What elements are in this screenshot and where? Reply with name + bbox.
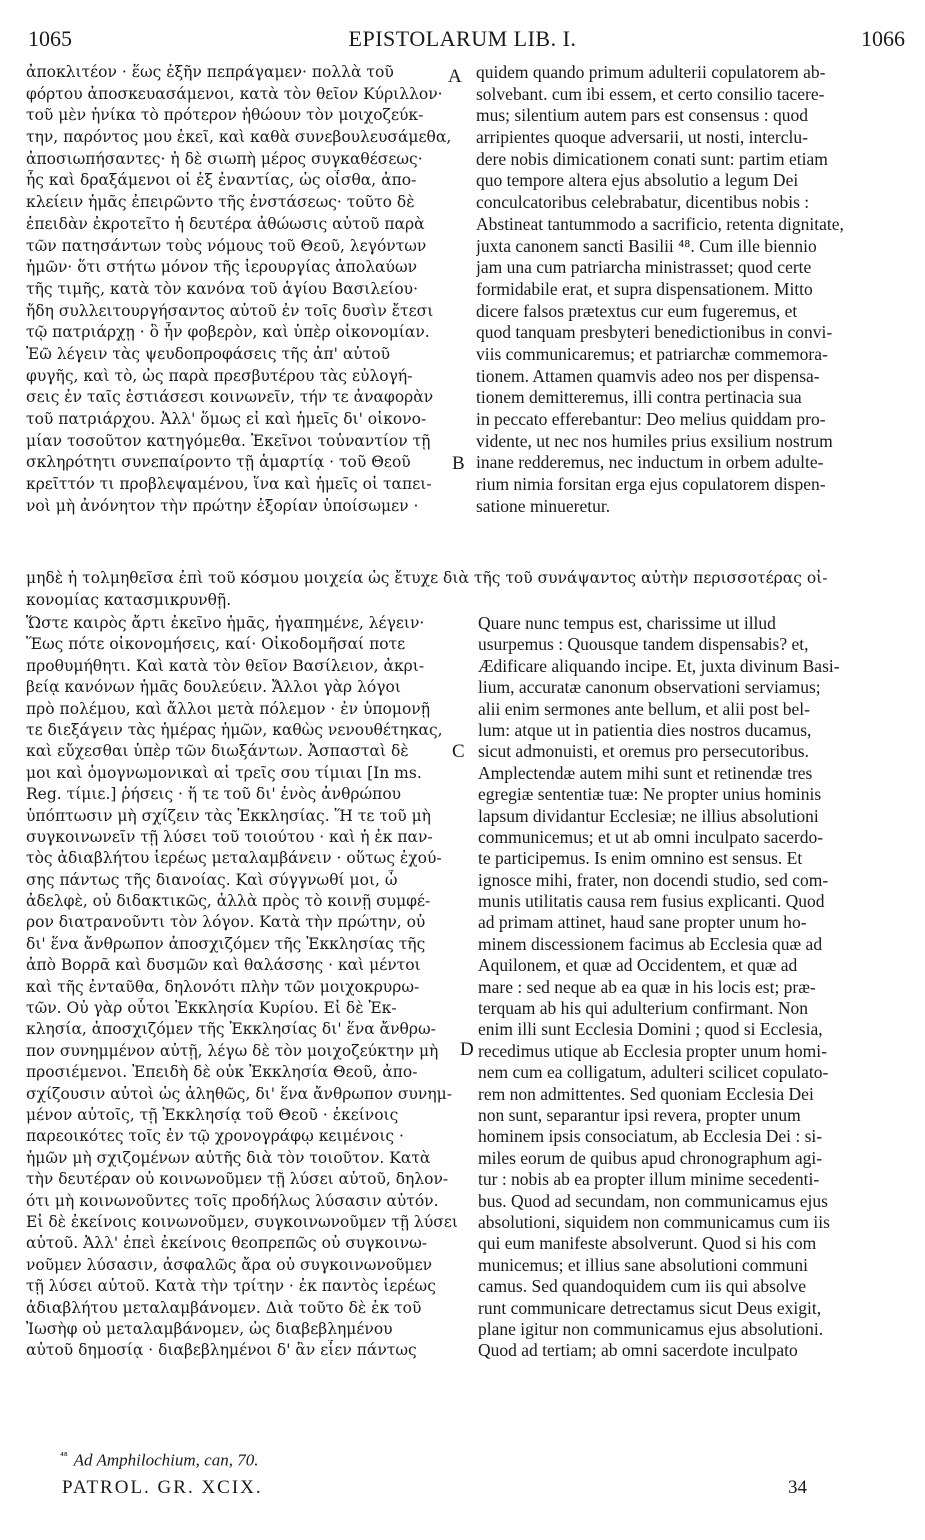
latin-text-line: minem discessionem facimus ab Ecclesia quæ ad: [478, 933, 823, 954]
latin-text-line: juxta canonem sancti Basilii ⁴⁸. Cum ille biennio: [476, 235, 817, 256]
latin-text-line: absolutioni, siquidem non communicamus cum iis: [478, 1211, 830, 1232]
latin-text-line: lapsum dividantur Ecclesiæ; ne illius absolutioni: [478, 805, 819, 826]
latin-text-line: terquam ab his qui adulterium confirmant. Non: [478, 998, 808, 1019]
greek-text-line: σκληρότητι συνεπαίροντο τῇ ἁμαρτίᾳ · τοῦ Θεοῦ: [26, 453, 411, 472]
greek-text-line: μηδὲ ἡ τολμηθεῖσα ἐπὶ τοῦ κόσμου μοιχεία ὡς ἔτυχε διὰ τῆς τοῦ συνάψαντος αὐτὴν περισσοτέρας οἰ-: [26, 569, 828, 587]
latin-text-line: mare : sed neque ab ea quæ in his locis est; præ-: [478, 976, 816, 997]
running-title: EPISTOLARUM LIB. I.: [348, 26, 577, 51]
greek-text-line: Ὥστε καιρὸς ἄρτι ἐκεῖνο ἡμᾶς, ἠγαπημένε, λέγειν·: [26, 614, 425, 632]
latin-text-line: tionem demitteremus, illi contra pertinacia sua: [476, 387, 802, 408]
latin-text-line: lium, accuratæ canonum observationi serviamus;: [478, 677, 821, 698]
latin-text-line: sicut admonuisti, et oremus pro persecutoribus.: [478, 741, 809, 762]
latin-text-line: Amplectendæ autem mihi sunt et retinendæ tres: [478, 762, 813, 783]
latin-text-line: ad primam attinet, haud sane propter unum ho-: [478, 912, 807, 933]
greek-text-line: τῶν πατησάντων τοὺς νόμους τοῦ Θεοῦ, λεγόντων: [26, 236, 427, 255]
greek-text-line: κονομίας κατασμικρυνθῇ.: [26, 590, 232, 609]
latin-text-line: jam una cum patriarcha ministrasset; quod certe: [476, 257, 812, 278]
latin-text-line: in peccato efferebantur: Deo melius quiddam pro-: [476, 409, 826, 429]
latin-text-line: non sunt, separantur ipsi revera, propter unum: [478, 1104, 801, 1125]
greek-text-line: τῆς τιμῆς, κατὰ τὸν κανόνα τοῦ ἁγίου Βασιλείου·: [26, 279, 418, 298]
greek-text-line: αὐτοῦ. Ἀλλ' ἐπεὶ ἐκείνοις θεοπρεπῶς οὐ συγκοινω-: [26, 1234, 427, 1253]
greek-text-line: κρεῖττόν τι προβλεψαμένου, ἵνα καὶ ἡμεῖς οἱ ταπει-: [26, 475, 432, 494]
greek-text-line: Ἕως πότε οἰκονομήσεις, καί· Οἰκοδομῆσαί ποτε: [26, 635, 406, 654]
latin-text-line: dicere falsos prætextus cur eum fugeremus, et: [476, 300, 798, 321]
greek-text-line: τῇ λύσει αὐτοῦ. Κατὰ τὴν τρίτην · ἐκ παντὸς ἱερέως: [26, 1277, 436, 1296]
latin-text-line: recedimus utique ab Ecclesia propter unum homi-: [478, 1040, 827, 1061]
latin-text-line: tionem. Attamen quamvis adeo nos per dispensa-: [476, 365, 820, 386]
latin-text-line: munis utilitatis causa rem fusius explicanti. Quod: [478, 891, 825, 912]
latin-text-line: runt communicare detrectamus sicut Deus exigit,: [478, 1297, 822, 1318]
latin-text-line: rium nimia forsitan erga ejus copulatorem dispen-: [476, 474, 826, 495]
section-marker-b: B: [452, 453, 465, 474]
greek-text-line: ότι μὴ κοινωνοῦντες τοῖς προδήλως λύσασιν αὐτόν.: [26, 1191, 439, 1210]
latin-text-line: nem cum ea colligatum, adulteri scilicet copulato-: [478, 1062, 829, 1083]
greek-text-line: ἀδιαβλήτου μεταλαμβάνομεν. Διὰ τοῦτο δὲ ἐκ τοῦ: [26, 1298, 422, 1317]
latin-column-top: [476, 62, 906, 517]
greek-text-line: καὶ εὔχεσθαι ὑπὲρ τῶν διωξάντων. Ἀσπασταὶ δὲ: [26, 742, 409, 761]
latin-text-line: lum: atque ut in patientia dies nostros ducamus,: [478, 719, 812, 740]
page-number-left: 1065: [28, 26, 72, 51]
latin-text-line: inane redderemus, nec inductum in orbem adulte-: [476, 452, 824, 473]
greek-text-line: μοι καὶ ὁμογνωμονικαὶ αἱ τρεῖς σου τίμιαι [In ms.: [26, 763, 422, 782]
section-marker-c: C: [452, 741, 465, 762]
latin-text-line: plane igitur non communicamus ejus absolutioni.: [478, 1318, 824, 1339]
footnote-text: Ad Amphilochium, can, 70.: [73, 1450, 259, 1470]
latin-text-line: usurpemus : Quousque tandem dispensabis? et,: [478, 634, 809, 655]
greek-text-line: προθυμήθητι. Καὶ κατὰ τὸν θεῖον Βασίλειον, ἀκρι-: [26, 656, 425, 675]
page-number-right: 1066: [861, 26, 905, 51]
latin-text-line: viis communicaremus; et patriarchæ commemora-: [476, 343, 828, 364]
latin-text-line: quidem quando primum adulterii copulatorem ab-: [476, 62, 826, 82]
greek-text-line: Ἰωσὴφ οὐ μεταλαμβάνομεν, ὡς διαβεβλημένου: [26, 1319, 393, 1338]
latin-text-line: qui eum manifeste absolverunt. Quod si his com: [478, 1233, 817, 1254]
footnote-number: ⁴⁸: [60, 1450, 68, 1462]
greek-text-line: κλείειν ἡμᾶς ἐπειρῶντο τῆς ἐνστάσεως· τοῦτο δὲ: [26, 193, 415, 212]
greek-column-bottom: [26, 613, 466, 1362]
footnote: [60, 1450, 258, 1471]
latin-text-line: conculcatoribus celebrabatur, dicentibus nobis :: [476, 192, 810, 213]
latin-text-line: mus; silentium autem pars est consensus : quod: [476, 105, 808, 126]
section-marker-d: D: [460, 1039, 474, 1060]
greek-text-line: μίαν τοσοῦτον κατηγόμεθα. Ἐκεῖνοι τοὐναντίον τῇ: [26, 431, 431, 450]
footer-signature-number: 34: [788, 1477, 807, 1498]
greek-text-line: δι' ἕνα ἄνθρωπον ἀποσχιζόμεν τῆς Ἐκκλησίας τῆς: [26, 934, 426, 953]
greek-text-line: ἧς καὶ δραξάμενοι οἱ ἐξ ἐναντίας, ὡς οἶσθα, ἀπο-: [26, 171, 417, 190]
greek-text-line: παρεοικότες τοῖς ἐν τῷ χρονογράφῳ κειμένοις ·: [26, 1127, 404, 1146]
latin-text-line: camus. Sed quandoquidem cum iis qui absolve: [478, 1276, 807, 1297]
greek-text-line: τῶν. Οὐ γὰρ οὗτοι Ἐκκλησία Κυρίου. Εἰ δὲ Ἐκ-: [26, 999, 397, 1018]
section-marker-a: A: [448, 66, 462, 87]
greek-text-line: ἀποκλιτέον · ἕως ἐξῆν πεπράγαμεν· πολλὰ τοῦ: [26, 63, 394, 81]
latin-text-line: arripientes quoque adversarii, ut nosti, interclu-: [476, 127, 808, 148]
greek-text-line: τὴν δευτέραν οὐ κοινωνοῦμεν τῇ λύσει αὐτοῦ, δηλον-: [26, 1170, 449, 1189]
latin-text-line: municemus; et illius sane absolutioni communi: [478, 1254, 809, 1275]
latin-text-line: rem non admittentes. Sed quoniam Ecclesia Dei: [478, 1083, 814, 1104]
latin-text-line: Abstineat tantummodo a sacrificio, retenta dignitate,: [476, 213, 844, 234]
greek-text-line: τε διεξάγειν τὰς ἡμέρας ἡμῶν, καθὼς νενουθέτηκας,: [26, 720, 443, 739]
latin-text-line: tur : nobis ab ea propter illum minime secedenti-: [478, 1169, 820, 1190]
greek-text-line: Εἰ δὲ ἐκείνοις κοινωνοῦμεν, συγκοινωνοῦμεν τῇ λύσει: [26, 1212, 458, 1231]
latin-text-line: dere nobis dimicationem conati sunt: partim etiam: [476, 148, 828, 169]
greek-text-line: συγκοινωνεῖν τῇ λύσει τοῦ τοιούτου · καὶ ἡ ἐκ παν-: [26, 827, 433, 846]
greek-text-line: καὶ τῆς ἐνταῦθα, δηλονότι πλὴν τῶν μοιχοκρυρω-: [26, 977, 420, 996]
latin-text-line: solvebant. cum ibi essem, et certo consilio tacere-: [476, 83, 825, 104]
greek-text-line: ἀδελφὲ, οὐ διδακτικῶς, ἀλλὰ πρὸς τὸ κοινῇ συμφέ-: [26, 892, 431, 911]
greek-text-line: πρὸ πολέμου, καὶ ἄλλοι μετὰ πόλεμον · ἐν ὑπομονῇ: [26, 699, 430, 718]
latin-text-line: quod tanquam presbyteri benedictionibus in convi-: [476, 322, 833, 343]
greek-text-line: ἀπὸ Βορρᾶ καὶ δυσμῶν καὶ θαλάσσης · καὶ μέντοι: [26, 956, 421, 975]
latin-text-line: Ædificare aliquando incipe. Et, juxta divinum Basi-: [478, 655, 840, 676]
latin-text-line: Quare nunc tempus est, charissime ut illud: [478, 613, 776, 633]
latin-text-line: enim illi sunt Ecclesia Domini ; quod si Ecclesia,: [478, 1019, 823, 1040]
greek-full-width-text: [26, 568, 906, 611]
greek-text-line: ἡμῶν· ὅτι στήτω μόνον τῆς ἱερουργίας ἀπολαύων: [26, 258, 418, 277]
greek-text-line: την, παρόντος μου ἐκεῖ, καὶ καθὰ συνεβουλευσάμεθα,: [26, 128, 452, 147]
greek-text-line: τῷ πατριάρχῃ · ὃ ἦν φοβερὸν, καὶ ὑπὲρ οἰκονομίαν.: [26, 323, 430, 342]
latin-text-line: te participemus. Is enim omnino est sensus. Et: [478, 848, 803, 869]
latin-text-line: quo tempore altera ejus absolutio a legum Dei: [476, 170, 799, 191]
greek-text-line: σχίζουσιν αὐτοὶ ὡς ἀληθῶς, δι' ἕνα ἄνθρωπον συνημ-: [26, 1084, 452, 1103]
greek-text-line: πον συνημμένον αὐτῇ, λέγω δὲ τὸν μοιχοζεύκτην μὴ: [26, 1041, 439, 1060]
latin-text-line: bus. Quod ad secundam, non communicamus ejus: [478, 1190, 828, 1211]
greek-text-line: σεις ἐν ταῖς ἑστιάσεσι κοινωνεῖν, τήν τε ἀναφορὰν: [26, 388, 434, 407]
greek-text-line: ἡμῶν μὴ σχιζομένων αὐτῆς διὰ τὸν τοιοῦτον. Κατὰ: [26, 1148, 431, 1167]
greek-text-line: Reg. τίμιε.] ῥήσεις · ἥ τε τοῦ δι' ἑνὸς ἀνθρώπου: [26, 785, 402, 804]
latin-column-bottom: [478, 613, 906, 1362]
greek-text-line: φυγῆς, καὶ τὸ, ὡς παρὰ πρεσβυτέρου τὰς εὐλογή-: [26, 366, 413, 385]
latin-text-line: hominem ipsis consociatum, ab Ecclesia Dei : si-: [478, 1126, 823, 1147]
greek-text-line: τοῦ μὲν ἡνίκα τὸ πρότερον ἠθώουν τὸν μοιχοζεύκ-: [26, 106, 424, 125]
greek-text-line: ἤδη συλλειτουργήσαντος αὐτοῦ ἐν τοῖς δυσὶν ἔτεσι: [26, 301, 434, 320]
latin-text-line: Quod ad tertiam; ab omni sacerdote inculpato: [478, 1340, 798, 1361]
page-header: [20, 18, 905, 58]
latin-text-line: egregiæ sententiæ tuæ: Ne propter unius hominis: [478, 784, 822, 805]
greek-text-line: αὐτοῦ δημοσίᾳ · διαβεβλημένοι δ' ἂν εἶεν πάντως: [26, 1341, 417, 1360]
greek-text-line: κλησία, ἀποσχιζόμεν τῆς Ἐκκλησίας δι' ἕνα ἄνθρω-: [26, 1020, 436, 1039]
latin-text-line: vidente, ut nec nos humiles prius exsilium nostrum: [476, 430, 833, 451]
latin-text-line: ignosce mihi, frater, non docendi studio, sed com-: [478, 869, 829, 890]
latin-text-line: Aquilonem, et quæ ad Occidentem, et quæ ad: [478, 955, 798, 976]
greek-text-line: νοῦμεν λύσασιν, ἀσφαλῶς ἄρα οὐ συγκοινωνοῦμεν: [26, 1255, 433, 1274]
latin-text-line: formidabile erat, et supra dispensationem. Mitto: [476, 278, 813, 299]
greek-text-line: ρον διατρανοῦντι τὸν λόγον. Κατὰ τὴν πρώτην, οὐ: [26, 913, 426, 932]
latin-text-line: alii enim sermones ante bellum, et alii post bel-: [478, 698, 810, 719]
greek-text-line: Ἐῶ λέγειν τὰς ψευδοπροφάσεις τῆς ἀπ' αὐτοῦ: [26, 344, 391, 363]
greek-text-line: σης πάντως τῆς διανοίας. Καὶ σύγγνωθί μοι, ὦ: [26, 870, 398, 889]
greek-text-line: ἀποσιωπήσαντες· ἡ δὲ σιωπὴ μέρος συγκαθέσεως·: [26, 149, 423, 168]
latin-text-line: satione minueretur.: [476, 495, 611, 516]
greek-text-line: φόρτου ἀποσκευασάμενοι, κατὰ τὸν θεῖον Κύριλλον·: [26, 84, 443, 103]
greek-text-line: ὑπόπτωσιν μὴ σχίζειν τὰς Ἐκκλησίας. Ἥ τε τοῦ μὴ: [26, 806, 431, 825]
greek-text-line: ἐπειδὰν ἐκροτεῖτο ἡ δευτέρα ἀθώωσις αὐτοῦ παρὰ: [26, 214, 425, 233]
footer-series-label: PATROL. GR. XCIX.: [62, 1477, 263, 1498]
greek-text-line: νοὶ μὴ ἀνόνητον τὴν πρώτην ἐξορίαν ὑποίσωμεν ·: [26, 496, 419, 515]
latin-text-line: miles eorum de quibus apud chronographum agi-: [478, 1147, 823, 1168]
latin-text-line: communicemus; et ut ab omni inculpato sacerdo-: [478, 826, 824, 847]
greek-text-line: μένον αὐτοῖς, τῇ Ἐκκλησίᾳ τοῦ Θεοῦ · ἐκείνοις: [26, 1105, 399, 1124]
greek-text-line: τὸς ἀδιαβλήτου ἱερέως μεταλαμβάνειν · οὕτως ἐχού-: [26, 849, 442, 868]
greek-text-line: τοῦ πατριάρχου. Ἀλλ' ὅμως εἰ καὶ ἡμεῖς δι' οἰκονο-: [26, 410, 427, 428]
greek-column-top: [26, 62, 466, 517]
greek-text-line: βείᾳ κανόνων ἡμᾶς δουλεύειν. Ἄλλοι γὰρ λόγοι: [26, 678, 401, 697]
greek-text-line: προσιέμενοι. Ἐπειδὴ δὲ οὐκ Ἐκκλησία Θεοῦ, ἀπο-: [26, 1063, 418, 1082]
